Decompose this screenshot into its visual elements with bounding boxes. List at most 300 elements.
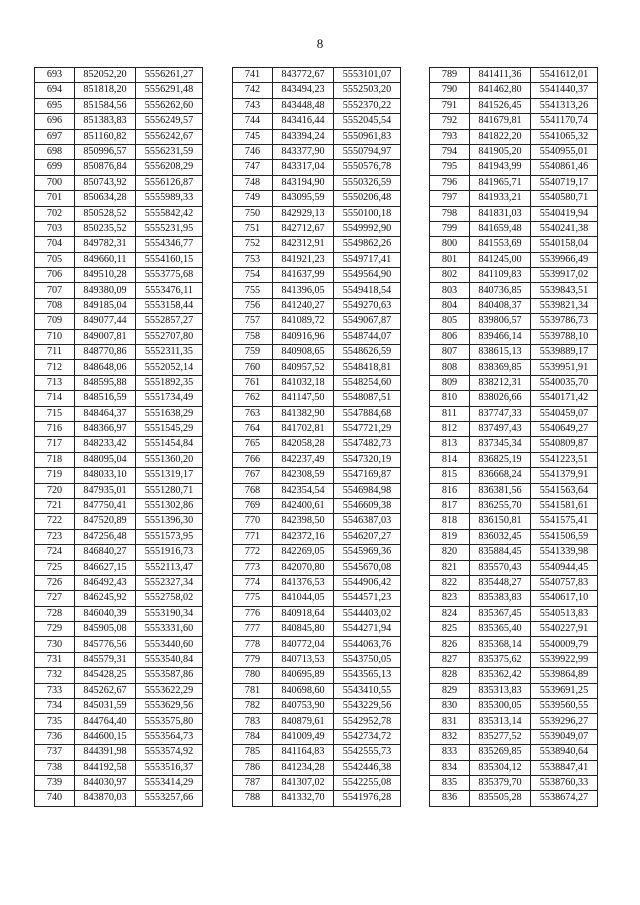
table-row [35,406,203,421]
table-row [35,729,203,744]
y-coordinate-cell: 5545670,08 [334,560,401,575]
point-number-cell: 797 [430,191,470,206]
table-row [430,545,598,560]
y-coordinate-cell: 5553476,11 [136,283,203,298]
x-coordinate-cell: 835367,45 [470,606,531,621]
x-coordinate-cell: 840736,85 [470,283,531,298]
point-number-cell: 721 [35,498,75,513]
x-coordinate-cell: 849660,11 [75,252,136,267]
table-row [233,514,401,529]
x-coordinate-cell: 837345,34 [470,437,531,452]
point-number-cell: 803 [430,283,470,298]
y-coordinate-cell: 5539917,02 [531,268,598,283]
point-number-cell: 706 [35,268,75,283]
x-coordinate-cell: 842929,13 [273,206,334,221]
table-row [430,221,598,236]
table-row [430,622,598,637]
x-coordinate-cell: 838026,66 [470,391,531,406]
y-coordinate-cell: 5538760,33 [531,775,598,790]
y-coordinate-cell: 5552370,22 [334,98,401,113]
point-number-cell: 836 [430,791,470,806]
point-number-cell: 709 [35,314,75,329]
point-number-cell: 734 [35,699,75,714]
table-row [233,268,401,283]
x-coordinate-cell: 841089,72 [273,314,334,329]
x-coordinate-cell: 841044,05 [273,591,334,606]
y-coordinate-cell: 5543565,13 [334,668,401,683]
x-coordinate-cell: 840772,04 [273,637,334,652]
y-coordinate-cell: 5540649,27 [531,421,598,436]
y-coordinate-cell: 5553574,92 [136,745,203,760]
y-coordinate-cell: 5549992,90 [334,221,401,236]
x-coordinate-cell: 851584,56 [75,98,136,113]
table-row [430,760,598,775]
point-number-cell: 812 [430,421,470,436]
point-number-cell: 741 [233,68,273,83]
x-coordinate-cell: 841831,03 [470,206,531,221]
y-coordinate-cell: 5553516,37 [136,760,203,775]
y-coordinate-cell: 5553257,66 [136,791,203,806]
x-coordinate-cell: 846492,43 [75,575,136,590]
y-coordinate-cell: 5540035,70 [531,375,598,390]
x-coordinate-cell: 837497,43 [470,421,531,436]
table-row [430,468,598,483]
y-coordinate-cell: 5539922,99 [531,652,598,667]
x-coordinate-cell: 841943,99 [470,160,531,175]
table-row [35,345,203,360]
table-row [35,498,203,513]
point-number-cell: 835 [430,775,470,790]
x-coordinate-cell: 842398,50 [273,514,334,529]
point-number-cell: 779 [233,652,273,667]
table-row [430,160,598,175]
coordinates-table-3 [429,67,598,807]
y-coordinate-cell: 5546207,27 [334,529,401,544]
x-coordinate-cell: 841526,45 [470,98,531,113]
y-coordinate-cell: 5545969,36 [334,545,401,560]
x-coordinate-cell: 840698,60 [273,683,334,698]
point-number-cell: 821 [430,560,470,575]
y-coordinate-cell: 5547320,19 [334,452,401,467]
x-coordinate-cell: 847750,41 [75,498,136,513]
table-row [35,206,203,221]
table-row [430,175,598,190]
table-row [35,437,203,452]
point-number-cell: 808 [430,360,470,375]
y-coordinate-cell: 5540719,17 [531,175,598,190]
y-coordinate-cell: 5553158,44 [136,298,203,313]
x-coordinate-cell: 841702,81 [273,421,334,436]
table-row [430,329,598,344]
x-coordinate-cell: 843772,67 [273,68,334,83]
y-coordinate-cell: 5540757,83 [531,575,598,590]
table-row [233,575,401,590]
x-coordinate-cell: 841109,83 [470,268,531,283]
point-number-cell: 763 [233,406,273,421]
x-coordinate-cell: 845262,67 [75,683,136,698]
table-row [35,591,203,606]
y-coordinate-cell: 5553414,29 [136,775,203,790]
y-coordinate-cell: 5552327,34 [136,575,203,590]
y-coordinate-cell: 5551280,71 [136,483,203,498]
point-number-cell: 728 [35,606,75,621]
point-number-cell: 802 [430,268,470,283]
point-number-cell: 825 [430,622,470,637]
point-number-cell: 733 [35,683,75,698]
table-row [430,406,598,421]
point-number-cell: 829 [430,683,470,698]
y-coordinate-cell: 5538940,64 [531,745,598,760]
y-coordinate-cell: 5542555,73 [334,745,401,760]
y-coordinate-cell: 5539951,91 [531,360,598,375]
y-coordinate-cell: 5539560,55 [531,699,598,714]
point-number-cell: 764 [233,421,273,436]
y-coordinate-cell: 5556208,29 [136,160,203,175]
x-coordinate-cell: 840845,80 [273,622,334,637]
point-number-cell: 796 [430,175,470,190]
table-row [233,529,401,544]
point-number-cell: 737 [35,745,75,760]
y-coordinate-cell: 5550961,83 [334,129,401,144]
point-number-cell: 767 [233,468,273,483]
y-coordinate-cell: 5551319,17 [136,468,203,483]
table-row [35,329,203,344]
table-row [430,314,598,329]
table-row [430,283,598,298]
x-coordinate-cell: 846040,39 [75,606,136,621]
point-number-cell: 805 [430,314,470,329]
point-number-cell: 752 [233,237,273,252]
table-row [233,421,401,436]
y-coordinate-cell: 5547482,73 [334,437,401,452]
table-row [233,114,401,129]
point-number-cell: 798 [430,206,470,221]
x-coordinate-cell: 840695,89 [273,668,334,683]
point-number-cell: 784 [233,729,273,744]
table-row [35,114,203,129]
table-row [35,360,203,375]
x-coordinate-cell: 841376,53 [273,575,334,590]
table-row [35,714,203,729]
point-number-cell: 769 [233,498,273,513]
table-row [35,622,203,637]
point-number-cell: 801 [430,252,470,267]
x-coordinate-cell: 839806,57 [470,314,531,329]
table-row [35,575,203,590]
table-row [430,652,598,667]
x-coordinate-cell: 847520,89 [75,514,136,529]
point-number-cell: 750 [233,206,273,221]
point-number-cell: 755 [233,283,273,298]
table-row [35,144,203,159]
y-coordinate-cell: 5552113,47 [136,560,203,575]
x-coordinate-cell: 841332,70 [273,791,334,806]
point-number-cell: 815 [430,468,470,483]
y-coordinate-cell: 5539889,17 [531,345,598,360]
y-coordinate-cell: 5540944,45 [531,560,598,575]
table-row [233,298,401,313]
point-number-cell: 727 [35,591,75,606]
y-coordinate-cell: 5541612,01 [531,68,598,83]
table-row [430,375,598,390]
x-coordinate-cell: 842354,54 [273,483,334,498]
point-number-cell: 699 [35,160,75,175]
point-number-cell: 832 [430,729,470,744]
x-coordinate-cell: 840753,90 [273,699,334,714]
y-coordinate-cell: 5542734,72 [334,729,401,744]
table-row [430,391,598,406]
x-coordinate-cell: 836825,19 [470,452,531,467]
y-coordinate-cell: 5548744,07 [334,329,401,344]
point-number-cell: 742 [233,83,273,98]
y-coordinate-cell: 5540955,01 [531,144,598,159]
point-number-cell: 729 [35,622,75,637]
point-number-cell: 814 [430,452,470,467]
x-coordinate-cell: 835884,45 [470,545,531,560]
table-row [430,483,598,498]
table-row [233,68,401,83]
x-coordinate-cell: 842237,49 [273,452,334,467]
x-coordinate-cell: 848516,59 [75,391,136,406]
table-row [233,745,401,760]
table-row [233,206,401,221]
y-coordinate-cell: 5555989,33 [136,191,203,206]
x-coordinate-cell: 841553,69 [470,237,531,252]
y-coordinate-cell: 5550576,78 [334,160,401,175]
table-row [233,329,401,344]
table-row [35,637,203,652]
table-row [233,606,401,621]
point-number-cell: 810 [430,391,470,406]
y-coordinate-cell: 5556126,87 [136,175,203,190]
table-row [430,591,598,606]
x-coordinate-cell: 835375,62 [470,652,531,667]
table-row [430,775,598,790]
table-row [233,144,401,159]
y-coordinate-cell: 5540513,83 [531,606,598,621]
point-number-cell: 743 [233,98,273,113]
point-number-cell: 806 [430,329,470,344]
table-row [35,606,203,621]
x-coordinate-cell: 849510,28 [75,268,136,283]
x-coordinate-cell: 840957,52 [273,360,334,375]
x-coordinate-cell: 851818,20 [75,83,136,98]
x-coordinate-cell: 844600,15 [75,729,136,744]
table-row [35,268,203,283]
table-row [430,745,598,760]
table-row [430,498,598,513]
x-coordinate-cell: 844764,40 [75,714,136,729]
point-number-cell: 761 [233,375,273,390]
point-number-cell: 753 [233,252,273,267]
y-coordinate-cell: 5546609,38 [334,498,401,513]
x-coordinate-cell: 836032,45 [470,529,531,544]
point-number-cell: 757 [233,314,273,329]
table-row [430,114,598,129]
y-coordinate-cell: 5554346,77 [136,237,203,252]
x-coordinate-cell: 835313,83 [470,683,531,698]
x-coordinate-cell: 848033,10 [75,468,136,483]
y-coordinate-cell: 5553540,84 [136,652,203,667]
x-coordinate-cell: 842312,91 [273,237,334,252]
x-coordinate-cell: 842070,80 [273,560,334,575]
y-coordinate-cell: 5540009,79 [531,637,598,652]
table-row [430,98,598,113]
y-coordinate-cell: 5544403,02 [334,606,401,621]
point-number-cell: 822 [430,575,470,590]
point-number-cell: 711 [35,345,75,360]
x-coordinate-cell: 838615,13 [470,345,531,360]
point-number-cell: 744 [233,114,273,129]
table-row [233,791,401,806]
y-coordinate-cell: 5540809,87 [531,437,598,452]
x-coordinate-cell: 845428,25 [75,668,136,683]
x-coordinate-cell: 849007,81 [75,329,136,344]
table-row [35,237,203,252]
x-coordinate-cell: 841307,02 [273,775,334,790]
x-coordinate-cell: 840879,61 [273,714,334,729]
point-number-cell: 781 [233,683,273,698]
point-number-cell: 788 [233,791,273,806]
y-coordinate-cell: 5553331,60 [136,622,203,637]
point-number-cell: 720 [35,483,75,498]
table-row [35,391,203,406]
point-number-cell: 719 [35,468,75,483]
y-coordinate-cell: 5541563,64 [531,483,598,498]
y-coordinate-cell: 5550326,59 [334,175,401,190]
y-coordinate-cell: 5553622,29 [136,683,203,698]
point-number-cell: 749 [233,191,273,206]
y-coordinate-cell: 5540241,38 [531,221,598,236]
x-coordinate-cell: 848095,04 [75,452,136,467]
x-coordinate-cell: 836381,56 [470,483,531,498]
y-coordinate-cell: 5551734,49 [136,391,203,406]
table-row [233,545,401,560]
point-number-cell: 762 [233,391,273,406]
x-coordinate-cell: 842308,59 [273,468,334,483]
y-coordinate-cell: 5544271,94 [334,622,401,637]
y-coordinate-cell: 5556231,59 [136,144,203,159]
point-number-cell: 823 [430,591,470,606]
table-row [35,83,203,98]
point-number-cell: 722 [35,514,75,529]
y-coordinate-cell: 5541581,61 [531,498,598,513]
x-coordinate-cell: 844192,58 [75,760,136,775]
x-coordinate-cell: 835505,28 [470,791,531,806]
x-coordinate-cell: 835269,85 [470,745,531,760]
y-coordinate-cell: 5551396,30 [136,514,203,529]
x-coordinate-cell: 835570,43 [470,560,531,575]
x-coordinate-cell: 843870,03 [75,791,136,806]
point-number-cell: 726 [35,575,75,590]
table-row [35,98,203,113]
table-row [35,468,203,483]
table-row [35,375,203,390]
table-row [430,791,598,806]
y-coordinate-cell: 5544571,23 [334,591,401,606]
point-number-cell: 754 [233,268,273,283]
table-row [430,668,598,683]
y-coordinate-cell: 5541223,51 [531,452,598,467]
table-row [35,668,203,683]
x-coordinate-cell: 840908,65 [273,345,334,360]
y-coordinate-cell: 5539843,51 [531,283,598,298]
y-coordinate-cell: 5551916,73 [136,545,203,560]
point-number-cell: 777 [233,622,273,637]
x-coordinate-cell: 838212,31 [470,375,531,390]
table-row [35,421,203,436]
x-coordinate-cell: 841965,71 [470,175,531,190]
x-coordinate-cell: 843416,44 [273,114,334,129]
point-number-cell: 714 [35,391,75,406]
table-row [35,252,203,267]
point-number-cell: 747 [233,160,273,175]
x-coordinate-cell: 841659,48 [470,221,531,236]
table-row [35,775,203,790]
y-coordinate-cell: 5538847,41 [531,760,598,775]
y-coordinate-cell: 5552758,02 [136,591,203,606]
table-row [233,714,401,729]
point-number-cell: 793 [430,129,470,144]
y-coordinate-cell: 5553440,60 [136,637,203,652]
table-row [430,560,598,575]
y-coordinate-cell: 5541440,37 [531,83,598,98]
x-coordinate-cell: 835365,40 [470,622,531,637]
table-row [430,714,598,729]
y-coordinate-cell: 5539821,34 [531,298,598,313]
table-row [233,699,401,714]
x-coordinate-cell: 841245,00 [470,252,531,267]
table-row [35,68,203,83]
x-coordinate-cell: 835383,83 [470,591,531,606]
y-coordinate-cell: 5554160,15 [136,252,203,267]
x-coordinate-cell: 845905,08 [75,622,136,637]
point-number-cell: 778 [233,637,273,652]
y-coordinate-cell: 5542952,78 [334,714,401,729]
table-row [430,637,598,652]
x-coordinate-cell: 851160,82 [75,129,136,144]
x-coordinate-cell: 845776,56 [75,637,136,652]
point-number-cell: 831 [430,714,470,729]
point-number-cell: 746 [233,144,273,159]
x-coordinate-cell: 848770,86 [75,345,136,360]
point-number-cell: 760 [233,360,273,375]
x-coordinate-cell: 848648,06 [75,360,136,375]
y-coordinate-cell: 5539786,73 [531,314,598,329]
table-row [233,498,401,513]
y-coordinate-cell: 5556261,27 [136,68,203,83]
x-coordinate-cell: 843317,04 [273,160,334,175]
table-row [35,760,203,775]
point-number-cell: 766 [233,452,273,467]
point-number-cell: 738 [35,760,75,775]
x-coordinate-cell: 842712,67 [273,221,334,236]
y-coordinate-cell: 5541170,74 [531,114,598,129]
point-number-cell: 697 [35,129,75,144]
table-row [430,452,598,467]
x-coordinate-cell: 837747,33 [470,406,531,421]
table-row [430,298,598,313]
point-number-cell: 800 [430,237,470,252]
point-number-cell: 786 [233,760,273,775]
x-coordinate-cell: 841147,50 [273,391,334,406]
table-row [430,529,598,544]
x-coordinate-cell: 843494,23 [273,83,334,98]
x-coordinate-cell: 841164,83 [273,745,334,760]
table-row [233,468,401,483]
point-number-cell: 730 [35,637,75,652]
x-coordinate-cell: 841240,27 [273,298,334,313]
